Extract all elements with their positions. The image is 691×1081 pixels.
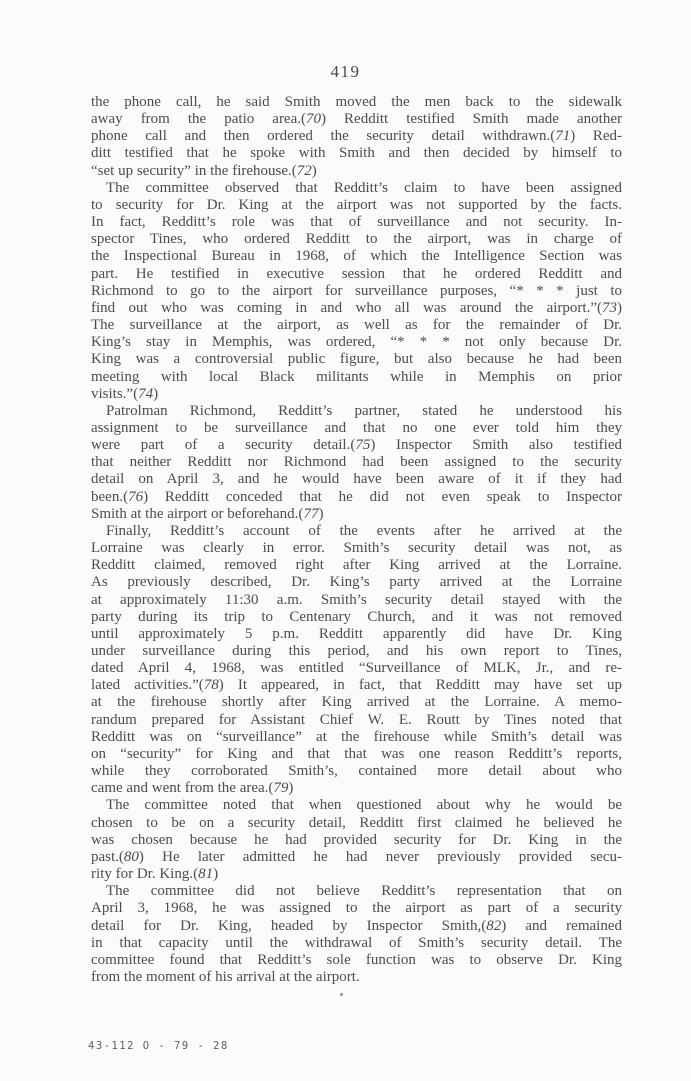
text-line: The surveillance at the airport, as well as for the remainder of Dr.: [91, 317, 622, 334]
text-line: away from the patio area.(70) Redditt testified Smith made another: [91, 111, 622, 128]
text-line: at approximately 11:30 a.m. Smith’s security detail stayed with the: [91, 591, 622, 608]
text-line: under surveillance during this period, and his own report to Tines,: [91, 643, 622, 659]
text-line: chosen to be on a security detail, Redditt first claimed he believed he: [91, 814, 622, 831]
text-line: ditt testified that he spoke with Smith and then decided by himself to: [91, 145, 622, 162]
text-line: Redditt claimed, removed right after King arrived at the Lorraine.: [91, 557, 622, 574]
text-line: that neither Redditt nor Richmond had been assigned to the security: [91, 454, 622, 471]
text-line: assignment to be surveillance and that no one ever told him they: [91, 419, 622, 436]
text-line: committee found that Redditt’s sole function was to observe Dr. King: [91, 951, 622, 968]
text-line: the phone call, he said Smith moved the men back to the sidewalk: [91, 94, 622, 110]
text-line: April 3, 1968, he was assigned to the airport as part of a security: [91, 900, 622, 917]
text-line: The committee noted that when questioned about why he would be: [106, 797, 622, 814]
text-line: in that capacity until the withdrawal of Smith’s security detail. The: [91, 934, 622, 951]
text-line: past.(80) He later admitted he had never previously provided secu-: [91, 848, 622, 865]
text-line: rity for Dr. King.(81): [91, 866, 219, 883]
text-line: was chosen because he had provided security for Dr. King in the: [91, 831, 622, 848]
text-line: at the firehouse shortly after King arrived at the Lorraine. A memo-: [91, 694, 622, 711]
text-line: party during its trip to Centenary Church, and it was not removed: [91, 608, 622, 625]
text-line: detail for Dr. King, headed by Inspector Smith,(82) and remained: [91, 917, 622, 934]
section-mark-dot: [340, 993, 343, 996]
text-line: In fact, Redditt’s role was that of surveillance and not security. In-: [91, 214, 622, 231]
text-line: The committee did not believe Redditt’s representation that on: [106, 883, 622, 900]
text-line: came and went from the area.(79): [91, 780, 294, 797]
printers-mark: 43-112 O - 79 - 28: [88, 1040, 229, 1052]
page-number: 419: [330, 62, 361, 81]
text-line: randum prepared for Assistant Chief W. E. Routt by Tines noted that: [91, 711, 622, 728]
text-line: Smith at the airport or beforehand.(77): [91, 505, 324, 522]
text-line: visits.”(74): [91, 385, 159, 402]
text-line: phone call and then ordered the security detail withdrawn.(71) Red-: [91, 128, 622, 145]
text-line: dated April 4, 1968, was entitled “Surveillance of MLK, Jr., and re-: [91, 660, 622, 677]
text-line: on “security” for King and that that was one reason Redditt’s reports,: [91, 745, 622, 762]
text-line: were part of a security detail.(75) Inspector Smith also testified: [91, 437, 622, 454]
text-line: Richmond to go to the airport for surveillance purposes, “* * * just to: [91, 282, 622, 299]
text-line: King was a controversial public figure, but also because he had been: [91, 351, 622, 368]
text-line: while they corroborated Smith’s, contained more detail about who: [91, 763, 622, 780]
text-line: from the moment of his arrival at the airport.: [91, 968, 360, 985]
body-text: [91, 94, 622, 986]
text-line: King’s stay in Memphis, was ordered, “* * * not only because Dr.: [91, 334, 622, 351]
text-line: meeting with local Black militants while in Memphis on prior: [91, 368, 622, 385]
text-line: “set up security” in the firehouse.(72): [91, 162, 317, 179]
text-line: Lorraine was clearly in error. Smith’s security detail was not, as: [91, 540, 622, 557]
text-line: part. He testified in executive session that he ordered Redditt and: [91, 265, 622, 282]
text-line: the Inspectional Bureau in 1968, of which the Intelligence Section was: [91, 248, 622, 265]
text-line: detail on April 3, and he would have been aware of it if they had: [91, 471, 622, 488]
text-line: to security for Dr. King at the airport was not supported by the facts.: [91, 196, 622, 213]
text-line: As previously described, Dr. King’s party arrived at the Lorraine: [91, 574, 622, 591]
text-line: been.(76) Redditt conceded that he did not even speak to Inspector: [91, 488, 622, 505]
text-line: The committee observed that Redditt’s claim to have been assigned: [106, 179, 622, 196]
text-line: lated activities.”(78) It appeared, in fact, that Redditt may have set up: [91, 677, 623, 694]
text-line: Patrolman Richmond, Redditt’s partner, stated he understood his: [106, 402, 622, 419]
text-line: find out who was coming in and who all was around the airport.”(73): [91, 299, 622, 316]
text-line: spector Tines, who ordered Redditt to the airport, was in charge of: [91, 231, 622, 248]
text-line: until approximately 5 p.m. Redditt apparently did have Dr. King: [91, 625, 622, 642]
text-line: Redditt was on “surveillance” at the firehouse while Smith’s detail was: [91, 728, 622, 745]
text-line: Finally, Redditt’s account of the events after he arrived at the: [106, 522, 622, 539]
